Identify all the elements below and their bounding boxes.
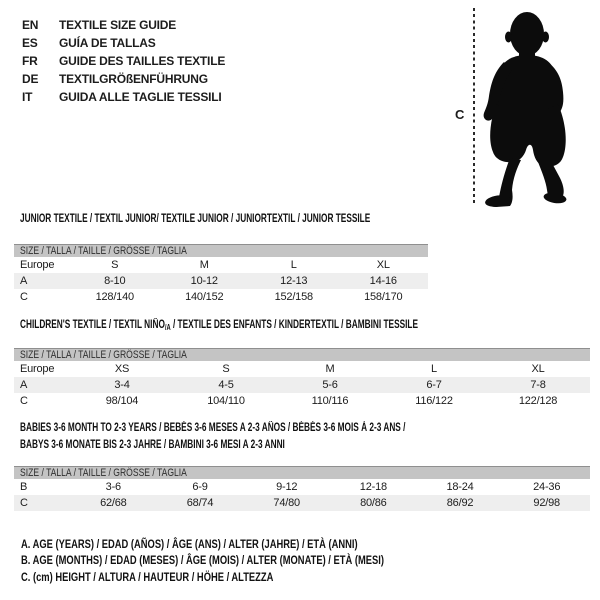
row-label: Europe bbox=[20, 259, 55, 271]
height-cell: 104/110 bbox=[207, 395, 245, 407]
size-header-text: SIZE / TALLA / TAILLE / GRÖSSE / TAGLIA bbox=[20, 349, 187, 361]
children-size-table bbox=[14, 348, 590, 409]
row-label: B bbox=[20, 481, 28, 493]
size-cell: S bbox=[111, 259, 119, 271]
language-code: FR bbox=[22, 54, 38, 68]
language-row-it bbox=[22, 88, 225, 106]
age-cell: 12-13 bbox=[280, 275, 308, 287]
table-row-height bbox=[14, 393, 590, 409]
size-header-text: SIZE / TALLA / TAILLE / GRÖSSE / TAGLIA bbox=[20, 245, 187, 257]
months-cell: 18-24 bbox=[446, 481, 474, 493]
size-cell: S bbox=[222, 363, 230, 375]
table-row-europe bbox=[14, 361, 590, 377]
language-row-de bbox=[22, 70, 225, 88]
language-row-en bbox=[22, 16, 225, 34]
size-cell: L bbox=[431, 363, 437, 375]
age-cell: 5-6 bbox=[322, 379, 338, 391]
height-cell: 92/98 bbox=[533, 497, 560, 509]
row-label: A bbox=[20, 275, 28, 287]
language-code: EN bbox=[22, 18, 39, 32]
size-cell: XS bbox=[114, 363, 130, 375]
height-cell: 128/140 bbox=[95, 291, 134, 303]
height-cell: 140/152 bbox=[185, 291, 224, 303]
language-code: ES bbox=[22, 36, 38, 50]
months-cell: 9-12 bbox=[276, 481, 298, 493]
months-cell: 3-6 bbox=[105, 481, 121, 493]
measurement-legend bbox=[21, 536, 384, 585]
legend-line-c: C. (cm) HEIGHT / ALTURA / HAUTEUR / HÖHE / ALTEZZA bbox=[21, 569, 274, 584]
table-row-height bbox=[14, 289, 428, 305]
size-cell: XL bbox=[376, 259, 390, 271]
children-table-title bbox=[20, 318, 418, 335]
row-label: C bbox=[20, 291, 28, 303]
row-label: Europe bbox=[20, 363, 55, 375]
age-cell: 8-10 bbox=[104, 275, 126, 287]
babies-title-line1: BABIES 3-6 MONTH TO 2-3 YEARS / BEBÉS 3-6 MESES A 2-3 AÑOS / BÉBÉS 3-6 MOIS À 2-3 ANS / bbox=[20, 422, 406, 434]
size-header-bar bbox=[14, 348, 590, 361]
size-header-text: SIZE / TALLA / TAILLE / GRÖSSE / TAGLIA bbox=[20, 467, 187, 479]
language-title: TEXTILE SIZE GUIDE bbox=[59, 18, 177, 32]
size-cell: M bbox=[199, 259, 209, 271]
language-code: DE bbox=[22, 72, 39, 86]
age-cell: 6-7 bbox=[426, 379, 442, 391]
toddler-silhouette-icon bbox=[480, 10, 575, 208]
junior-size-table bbox=[14, 244, 428, 305]
language-row-es bbox=[22, 34, 225, 52]
language-list bbox=[22, 16, 225, 106]
age-cell: 3-4 bbox=[114, 379, 130, 391]
children-title-pre: CHILDREN'S TEXTILE / TEXTIL NIÑO bbox=[20, 319, 165, 331]
height-cell: 86/92 bbox=[446, 497, 474, 509]
size-header-bar bbox=[14, 466, 590, 479]
babies-title-line2: BABYS 3-6 MONATE BIS 2-3 JAHRE / BAMBINI 3-6 MESI A 2-3 ANNI bbox=[20, 438, 285, 451]
language-row-fr bbox=[22, 52, 225, 70]
height-cell: 68/74 bbox=[186, 497, 214, 509]
babies-table-title bbox=[20, 420, 405, 453]
height-cell: 158/170 bbox=[364, 291, 403, 303]
table-row-months bbox=[14, 479, 590, 495]
table-row-europe bbox=[14, 257, 428, 273]
row-label: C bbox=[20, 395, 28, 407]
age-cell: 7-8 bbox=[530, 379, 546, 391]
row-label: C bbox=[20, 497, 28, 509]
legend-line-a: A. AGE (YEARS) / EDAD (AÑOS) / ÂGE (ANS) / ALTER (JAHRE) / ETÀ (ANNI) bbox=[21, 537, 358, 551]
language-title: TEXTILGRÖßENFÜHRUNG bbox=[59, 72, 208, 86]
age-cell: 14-16 bbox=[369, 275, 397, 287]
size-cell: XL bbox=[531, 363, 545, 375]
height-measure-label: C bbox=[455, 107, 465, 122]
size-header-bar bbox=[14, 244, 428, 257]
language-title: GUIDE DES TAILLES TEXTILE bbox=[59, 54, 226, 68]
legend-line-b: B. AGE (MONTHS) / EDAD (MESES) / ÂGE (MOIS) / ALTER (MONATE) / ETÀ (MESI) bbox=[21, 553, 384, 568]
height-cell: 152/158 bbox=[274, 291, 313, 303]
months-cell: 24-36 bbox=[533, 481, 561, 493]
height-cell: 116/122 bbox=[415, 395, 453, 407]
language-code: IT bbox=[22, 90, 33, 104]
language-title: GUIDA ALLE TAGLIE TESSILI bbox=[59, 90, 222, 104]
language-title: GUÍA DE TALLAS bbox=[59, 36, 156, 50]
height-cell: 74/80 bbox=[273, 497, 300, 509]
table-row-age bbox=[14, 377, 590, 393]
height-cell: 122/128 bbox=[518, 395, 558, 407]
children-title-subscript: /A bbox=[164, 323, 171, 332]
age-cell: 10-12 bbox=[190, 275, 218, 287]
months-cell: 6-9 bbox=[192, 481, 208, 493]
height-cell: 62/68 bbox=[100, 497, 127, 509]
months-cell: 12-18 bbox=[359, 481, 387, 493]
table-row-height bbox=[14, 495, 590, 511]
height-measure-dashed-line bbox=[473, 8, 475, 206]
children-title-post: / TEXTILE DES ENFANTS / KINDERTEXTIL / BAMBINI TESSILE bbox=[170, 319, 419, 331]
height-cell: 110/116 bbox=[311, 395, 349, 407]
babies-size-table bbox=[14, 466, 590, 511]
height-cell: 98/104 bbox=[105, 395, 139, 407]
age-cell: 4-5 bbox=[218, 379, 234, 391]
table-row-age bbox=[14, 273, 428, 289]
junior-table-title: JUNIOR TEXTILE / TEXTIL JUNIOR/ TEXTILE JUNIOR / JUNIORTEXTIL / JUNIOR TESSILE bbox=[20, 213, 371, 225]
height-cell: 80/86 bbox=[360, 497, 387, 509]
row-label: A bbox=[20, 379, 28, 391]
size-cell: M bbox=[325, 363, 335, 375]
size-cell: L bbox=[290, 259, 297, 271]
